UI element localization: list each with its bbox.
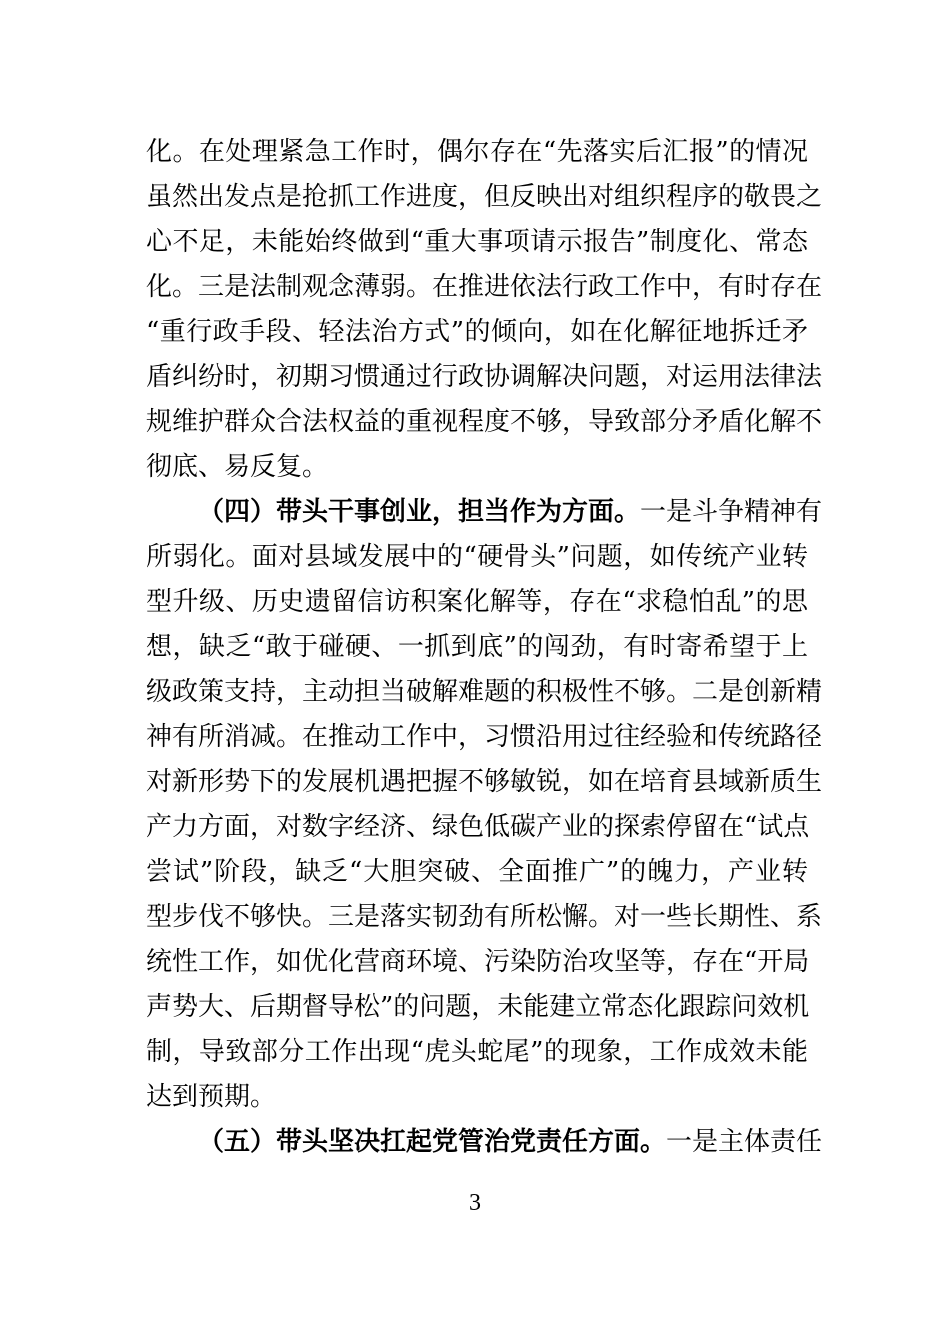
body-line: 对新形势下的发展机遇把握不够敏锐，如在培育县域新质生: [146, 767, 823, 797]
body-line: 所弱化。面对县域发展中的“硬骨头”问题，如传统产业转: [146, 542, 808, 572]
body-line: 神有所消减。在推动工作中，习惯沿用过往经验和传统路径: [146, 722, 823, 752]
page-number: 3: [469, 1190, 481, 1216]
body-line: 心不足，未能始终做到“重大事项请示报告”制度化、常态: [146, 227, 808, 257]
body-line: 统性工作，如优化营商环境、污染防治攻坚等，存在“开局: [146, 947, 810, 977]
section-5-first-line: [198, 1125, 823, 1159]
body-line: 型步伐不够快。三是落实韧劲有所松懈。对一些长期性、系: [146, 902, 823, 932]
section-4-heading: （四）带头干事创业，担当作为方面。: [198, 497, 641, 527]
body-line: 想，缺乏“敢于碰硬、一抓到底”的闯劲，有时寄希望于上: [146, 632, 808, 662]
section-5-heading: （五）带头坚决扛起党管治党责任方面。: [198, 1127, 667, 1157]
body-line: 盾纠纷时，初期习惯通过行政协调解决问题，对运用法律法: [146, 362, 823, 392]
body-line: 制，导致部分工作出现“虎头蛇尾”的现象，工作成效未能: [146, 1037, 808, 1067]
body-line: “重行政手段、轻法治方式”的倾向，如在化解征地拆迁矛: [146, 317, 808, 347]
body-line: 型升级、历史遗留信访积案化解等，存在“求稳怕乱”的思: [146, 587, 808, 617]
section-5-lead-text: 一是主体责任: [666, 1127, 823, 1157]
body-line: 化。在处理紧急工作时，偶尔存在“先落实后汇报”的情况: [146, 137, 808, 167]
body-line: 虽然出发点是抢抓工作进度，但反映出对组织程序的敬畏之: [146, 182, 823, 212]
body-line: 声势大、后期督导松”的问题，未能建立常态化跟踪问效机: [146, 992, 810, 1022]
body-line: 彻底、易反复。: [146, 452, 329, 482]
section-4-lead-text: 一是斗争精神有: [640, 497, 823, 527]
body-line: 产力方面，对数字经济、绿色低碳产业的探索停留在“试点: [146, 812, 810, 842]
body-line: 化。三是法制观念薄弱。在推进依法行政工作中，有时存在: [146, 272, 823, 302]
body-line: 尝试”阶段，缺乏“大胆突破、全面推广”的魄力，产业转: [146, 857, 808, 887]
body-line: 级政策支持，主动担当破解难题的积极性不够。二是创新精: [146, 677, 823, 707]
body-line: 达到预期。: [146, 1082, 277, 1112]
section-4-first-line: [198, 495, 823, 529]
body-line: 规维护群众合法权益的重视程度不够，导致部分矛盾化解不: [146, 407, 823, 437]
